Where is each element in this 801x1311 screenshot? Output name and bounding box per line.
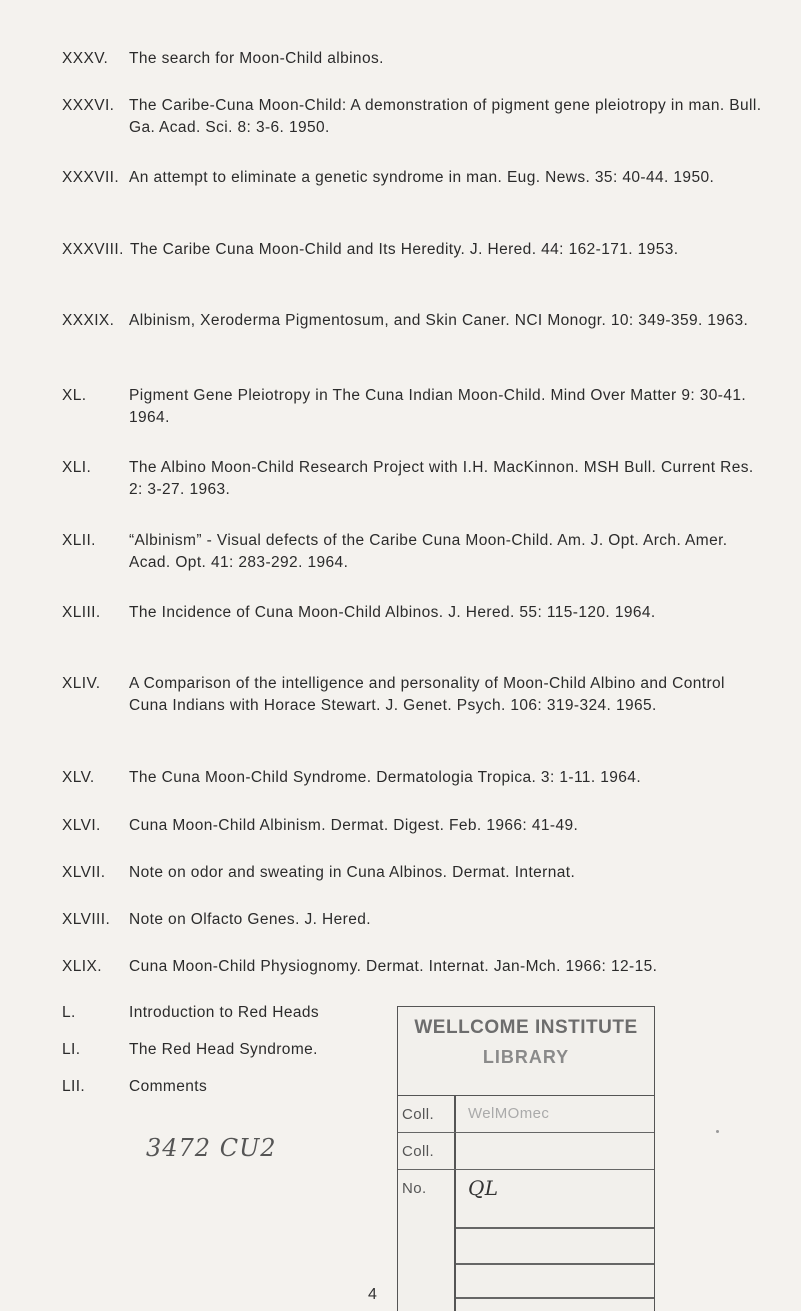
entry-text: The search for Moon-Child albinos. <box>129 50 384 67</box>
entry-number: L. <box>62 1004 76 1021</box>
entry-number: XLV. <box>62 769 95 786</box>
speck <box>716 1130 719 1133</box>
reference-entry-40 <box>62 385 762 429</box>
stamp-label: Coll. <box>402 1143 435 1160</box>
entry-number: XLII. <box>62 532 96 549</box>
stamp-rule <box>456 1227 654 1229</box>
entry-text: “Albinism” - Visual defects of the Caribe Cuna Moon-Child. Am. J. Opt. Arch. Amer. Acad. Opt. 41: 283-292. 1964. <box>129 532 728 571</box>
entry-number: XXXVIII. <box>62 241 124 258</box>
reference-entry-36 <box>62 95 762 139</box>
reference-entry-48 <box>62 909 762 931</box>
stamp-row-call <box>398 1133 654 1170</box>
reference-entry-45 <box>62 767 762 789</box>
entry-number: XLVI. <box>62 817 101 834</box>
stamp-title: WELLCOME INSTITUTE <box>414 1017 638 1038</box>
stamp-label: No. <box>402 1180 427 1197</box>
reference-entry-38 <box>62 239 762 261</box>
entry-number: XLIX. <box>62 958 102 975</box>
reference-entry-43 <box>62 602 762 624</box>
stamp-rule <box>456 1297 654 1299</box>
entry-text: Comments <box>129 1078 208 1095</box>
library-stamp <box>397 1006 655 1311</box>
entry-text: A Comparison of the intelligence and personality of Moon-Child Albino and Control Cuna Indians with Horace Stewart. J. Genet. Psych. 106: 319-324. 1965. <box>129 675 725 714</box>
entry-number: LI. <box>62 1041 81 1058</box>
entry-number: XLI. <box>62 459 92 476</box>
stamp-label: Coll. <box>402 1106 435 1123</box>
entry-number: XLVII. <box>62 864 106 881</box>
entry-number: XLIV. <box>62 675 101 692</box>
page-number: 4 <box>368 1286 378 1303</box>
entry-number: XLVIII. <box>62 911 111 928</box>
stamp-row-coll <box>398 1096 654 1133</box>
entry-number: XLIII. <box>62 604 101 621</box>
reference-entry-42 <box>62 530 762 574</box>
entry-text: Cuna Moon-Child Albinism. Dermat. Digest. Feb. 1966: 41-49. <box>129 817 579 834</box>
reference-entry-49 <box>62 956 762 978</box>
entry-text: The Albino Moon-Child Research Project with I.H. MacKinnon. MSH Bull. Current Res. 2: 3-27. 1963. <box>129 459 754 498</box>
reference-entry-37 <box>62 167 762 189</box>
entry-text: Note on Olfacto Genes. J. Hered. <box>129 911 371 928</box>
reference-entry-39 <box>62 310 762 332</box>
entry-number: LII. <box>62 1078 86 1095</box>
handwritten-call-number: 3472 CU2 <box>146 1134 277 1162</box>
reference-entry-35 <box>62 48 762 70</box>
stamp-row-no <box>398 1170 654 1226</box>
reference-entry-41 <box>62 457 762 501</box>
entry-text: An attempt to eliminate a genetic syndrome in man. Eug. News. 35: 40-44. 1950. <box>129 169 715 186</box>
stamp-subtitle: LIBRARY <box>482 1047 570 1067</box>
entry-number: XL. <box>62 387 87 404</box>
entry-number: XXXVII. <box>62 169 120 186</box>
entry-text: The Cuna Moon-Child Syndrome. Dermatologia Tropica. 3: 1-11. 1964. <box>129 769 642 786</box>
reference-entry-44 <box>62 673 762 717</box>
stamp-value: QL <box>468 1176 499 1200</box>
entry-text: Introduction to Red Heads <box>129 1004 320 1021</box>
entry-number: XXXV. <box>62 50 109 67</box>
reference-entry-47 <box>62 862 762 884</box>
entry-text: Cuna Moon-Child Physiognomy. Dermat. Internat. Jan-Mch. 1966: 12-15. <box>129 958 658 975</box>
entry-text: Note on odor and sweating in Cuna Albinos. Dermat. Internat. <box>129 864 576 881</box>
entry-number: XXXIX. <box>62 312 115 329</box>
stamp-header <box>398 1007 654 1096</box>
entry-text: Pigment Gene Pleiotropy in The Cuna Indian Moon-Child. Mind Over Matter 9: 30-41. 1964. <box>129 387 747 426</box>
entry-number: XXXVI. <box>62 97 115 114</box>
stamp-rule <box>456 1263 654 1265</box>
entry-text: Albinism, Xeroderma Pigmentosum, and Skin Caner. NCI Monogr. 10: 349-359. 1963. <box>129 312 749 329</box>
entry-text: The Red Head Syndrome. <box>129 1041 318 1058</box>
reference-entry-46 <box>62 815 762 837</box>
stamp-value: WelMOmec <box>468 1105 550 1122</box>
entry-text: The Caribe Cuna Moon-Child and Its Heredity. J. Hered. 44: 162-171. 1953. <box>130 241 679 258</box>
entry-text: The Caribe-Cuna Moon-Child: A demonstration of pigment gene pleiotropy in man. Bull. Ga. Acad. Sci. 8: 3-6. 1950. <box>129 97 762 136</box>
entry-text: The Incidence of Cuna Moon-Child Albinos. J. Hered. 55: 115-120. 1964. <box>129 604 656 621</box>
